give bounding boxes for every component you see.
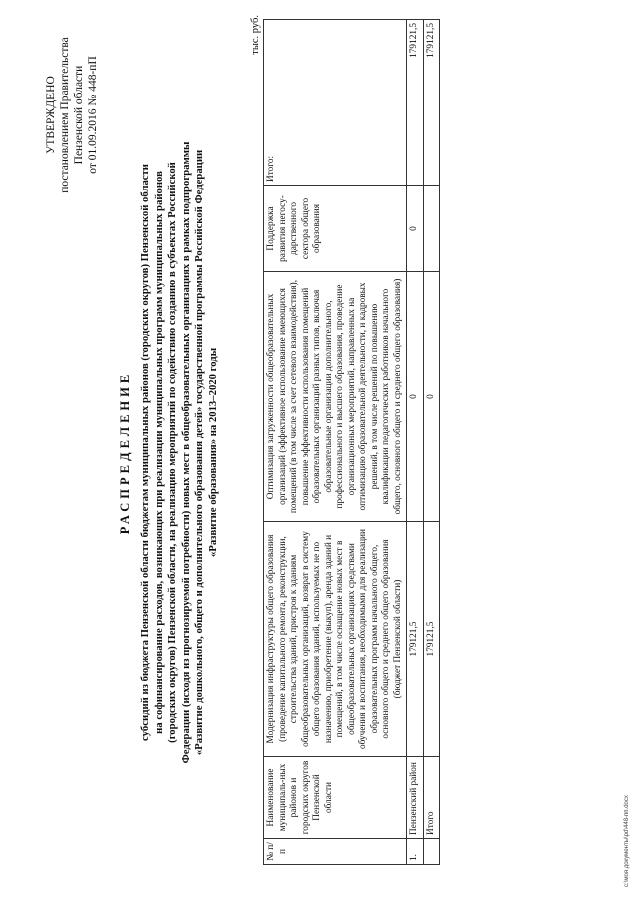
row-municipality: Пензенский район <box>407 757 424 839</box>
row-num: 1. <box>407 839 424 865</box>
header-num: № п/п <box>264 839 407 865</box>
approval-stamp <box>44 15 100 215</box>
subtitle-line-6: «Развитие образования» на 2013–2020 годы <box>206 347 219 558</box>
approval-line-1: УТВЕРЖДЕНО <box>45 76 57 154</box>
approval-line-3: Пензенской области <box>73 65 85 165</box>
header-support: Поддержка развития негосу-дарственного сектора общего образования <box>264 186 407 272</box>
subtitle-line-5: «Развитие дошкольного, общего и дополнительного образования детей» государственной программы Российской Федерации <box>193 149 206 756</box>
total-num <box>423 839 440 865</box>
subtitle-line-1: субсидий из бюджета Пензенской области бюджетам муниципальных районов (городских округов) Пензенской области <box>139 164 151 741</box>
document-title: РАСПРЕДЕЛЕНИЕ <box>118 370 132 535</box>
row-optimization: 0 <box>407 272 424 522</box>
row-modernization: 179121,5 <box>407 522 424 757</box>
file-path-footer: c:\моя документы\pd\448-пп.docx <box>624 795 630 887</box>
header-optimization: Оптимизация загруженности общеобразовательных организаций (эффективное использование имеющихся помещений (в том числе за счет сетевого взаимодействия), повышение эффективности использования помещений образовательных организаций разных типов, включая образовательные организации дополнительного, профессионального и высшего образования, проведение организационных мероприятий, направленных на оптимизацию образовательной деятельности, и кадровых решений, в том числе решений по повышению квалификации педагогических работников начального общего, основного общего и среднего общего образования) <box>264 272 407 522</box>
total-modernization: 179121,5 <box>423 522 440 757</box>
unit-label: тыс. руб. <box>250 15 261 55</box>
subtitle-line-2: на софинансирование расходов, возникающих при реализации муниципальных программ муниципальных районов <box>152 171 165 734</box>
total-support <box>423 186 440 272</box>
document-subtitle <box>139 40 221 865</box>
total-label: Итого <box>423 757 440 839</box>
approval-line-2: постановлением Правительства <box>59 37 71 193</box>
total-sum: 179121,5 <box>423 20 440 186</box>
document-heading <box>118 40 221 865</box>
table-header-row <box>264 20 407 865</box>
header-modernization: Модернизация инфраструктуры общего образования (проведение капитального ремонта, реконструкции, строительства зданий, пристроя к зданиям общеобразовательных организаций, возврат в систему общего образования зданий, используемых не по назначению, приобретение (выкуп), аренда зданий и помещений, в том числе оснащение новых мест в общеобразовательных организациях средствами обучения и воспитания, необходимыми для реализации образовательных программ начального общего, основного общего и среднего общего образования (бюджет Пензенской области) <box>264 522 407 757</box>
distribution-table <box>263 19 440 865</box>
row-support: 0 <box>407 186 424 272</box>
total-optimization: 0 <box>423 272 440 522</box>
approval-line-4: от 01.09.2016 № 448-пП <box>87 56 99 174</box>
row-total: 179121,5 <box>407 20 424 186</box>
subtitle-line-4: Федерации (исходя из прогнозируемой потребности) новых мест в общеобразовательных организациях в рамках подпрограммы <box>179 141 192 764</box>
header-total: Итого: <box>264 20 407 186</box>
table-row <box>407 20 424 865</box>
total-row <box>423 20 440 865</box>
subtitle-line-3: (городских округов) Пензенской области, на реализацию мероприятий по содействию созданию в субъектах Российской <box>166 162 179 743</box>
header-municipality: Наименование муниципаль-ных районов и городских округов Пензенской области <box>264 757 407 839</box>
